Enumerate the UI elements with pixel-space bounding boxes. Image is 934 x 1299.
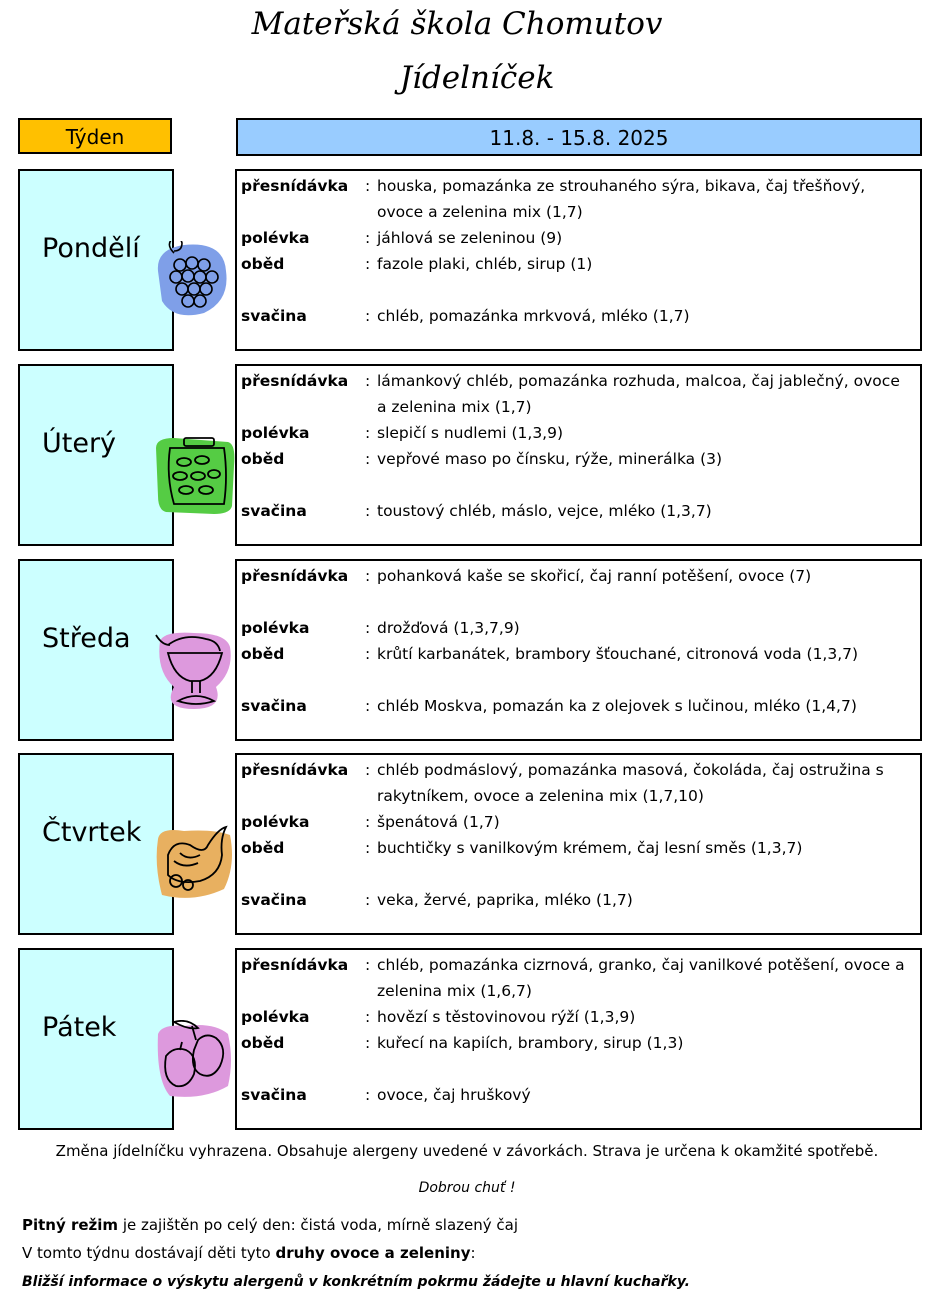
meal-text: drožďová (1,3,7,9) [377, 619, 520, 637]
meal-text: slepičí s nudlemi (1,3,9) [377, 424, 564, 442]
meal-text: houska, pomazánka ze strouhaného sýra, bikava, čaj třešňový, [377, 177, 866, 195]
meal-colon: : [365, 307, 371, 325]
meal-label: svačina [241, 502, 307, 520]
drinking-regime-text: je zajištěn po celý den: čistá voda, mírně slazený čaj [118, 1216, 519, 1234]
day-box [18, 948, 174, 1130]
meal-label: svačina [241, 891, 307, 909]
meal-text: hovězí s těstovinovou rýží (1,3,9) [377, 1008, 636, 1026]
meal-label: polévka [241, 229, 310, 247]
apples-icon [154, 1020, 238, 1100]
meal-colon: : [365, 502, 371, 520]
menu-box [235, 753, 922, 935]
cornucopia-icon [154, 825, 238, 905]
meal-colon: : [365, 956, 371, 974]
meal-colon: : [365, 177, 371, 195]
day-name: Pátek [42, 1012, 117, 1043]
school-title: Mateřská škola Chomutov [251, 6, 663, 42]
day-name: Pondělí [42, 233, 140, 264]
meal-text: kuřecí na kapiích, brambory, sirup (1,3) [377, 1034, 684, 1052]
menu-title: Jídelníček [399, 60, 555, 96]
meal-text: fazole plaki, chléb, sirup (1) [377, 255, 593, 273]
menu-box [235, 364, 922, 546]
meal-label: svačina [241, 307, 307, 325]
day-box [18, 559, 174, 741]
meal-text: veka, žervé, paprika, mléko (1,7) [377, 891, 633, 909]
meal-label: přesnídávka [241, 761, 349, 779]
meal-text: lámankový chléb, pomazánka rozhuda, malcoa, čaj jablečný, ovoce [377, 372, 900, 390]
meal-text-continuation: rakytníkem, ovoce a zelenina mix (1,7,10) [377, 787, 704, 805]
meal-label: oběd [241, 255, 285, 273]
meal-label: polévka [241, 1008, 310, 1026]
meal-text-continuation: zelenina mix (1,6,7) [377, 982, 532, 1000]
meal-colon: : [365, 1086, 371, 1104]
meal-text: chléb Moskva, pomazán ka z olejovek s lučinou, mléko (1,4,7) [377, 697, 857, 715]
meal-label: přesnídávka [241, 567, 349, 585]
drinking-regime [22, 1216, 518, 1234]
day-box [18, 364, 174, 546]
dessert-cup-icon [154, 631, 238, 711]
fruit-note-start: V tomto týdnu dostávají děti tyto [22, 1244, 276, 1262]
meal-colon: : [365, 450, 371, 468]
meal-text: buchtičky s vanilkovým krémem, čaj lesní směs (1,3,7) [377, 839, 803, 857]
menu-box [235, 948, 922, 1130]
footer-notice: Změna jídelníčku vyhrazena. Obsahuje alergeny uvedené v závorkách. Strava je určena k okamžité spotřebě. [55, 1142, 879, 1160]
day-box [18, 753, 174, 935]
day-name: Úterý [42, 428, 117, 459]
menu-box [235, 559, 922, 741]
meal-text: chléb, pomazánka cizrnová, granko, čaj vanilkové potěšení, ovoce a [377, 956, 905, 974]
footer-greeting: Dobrou chuť ! [418, 1180, 516, 1196]
meal-text: jáhlová se zeleninou (9) [377, 229, 563, 247]
meal-colon: : [365, 372, 371, 390]
meal-label: svačina [241, 697, 307, 715]
meal-colon: : [365, 619, 371, 637]
meal-colon: : [365, 1008, 371, 1026]
meal-text: chléb, pomazánka mrkvová, mléko (1,7) [377, 307, 690, 325]
meal-label: svačina [241, 1086, 307, 1104]
meal-text: ovoce, čaj hruškový [377, 1086, 531, 1104]
meal-label: oběd [241, 450, 285, 468]
meal-colon: : [365, 255, 371, 273]
meal-label: polévka [241, 813, 310, 831]
week-label: Týden [18, 118, 172, 154]
meal-colon: : [365, 891, 371, 909]
meal-label: polévka [241, 619, 310, 637]
meal-text: pohanková kaše se skořicí, čaj ranní potěšení, ovoce (7) [377, 567, 812, 585]
meal-label: přesnídávka [241, 956, 349, 974]
meal-colon: : [365, 697, 371, 715]
meal-colon: : [365, 424, 371, 442]
day-name: Středa [42, 623, 131, 654]
jar-icon [154, 436, 238, 516]
meal-colon: : [365, 839, 371, 857]
grapes-icon [154, 241, 238, 321]
meal-text: vepřové maso po čínsku, rýže, minerálka (3) [377, 450, 723, 468]
meal-colon: : [365, 567, 371, 585]
meal-text-continuation: a zelenina mix (1,7) [377, 398, 532, 416]
allergen-info: Bližší informace o výskytu alergenů v konkrétním pokrmu žádejte u hlavní kuchařky. [22, 1274, 690, 1290]
fruit-note-end: : [470, 1244, 476, 1262]
meal-colon: : [365, 229, 371, 247]
meal-label: přesnídávka [241, 372, 349, 390]
fruit-note [22, 1244, 476, 1262]
meal-label: oběd [241, 839, 285, 857]
meal-colon: : [365, 1034, 371, 1052]
meal-colon: : [365, 645, 371, 663]
meal-text-continuation: ovoce a zelenina mix (1,7) [377, 203, 583, 221]
drinking-regime-label: Pitný režim [22, 1216, 119, 1234]
day-name: Čtvrtek [42, 817, 142, 848]
menu-box [235, 169, 922, 351]
meal-label: oběd [241, 645, 285, 663]
meal-label: polévka [241, 424, 310, 442]
meal-text: chléb podmáslový, pomazánka masová, čokoláda, čaj ostružina s [377, 761, 884, 779]
meal-text: krůtí karbanátek, brambory šťouchané, citronová voda (1,3,7) [377, 645, 859, 663]
meal-colon: : [365, 813, 371, 831]
meal-text: špenátová (1,7) [377, 813, 500, 831]
meal-text: toustový chléb, máslo, vejce, mléko (1,3,7) [377, 502, 712, 520]
day-box [18, 169, 174, 351]
meal-colon: : [365, 761, 371, 779]
week-dates: 11.8. - 15.8. 2025 [236, 118, 922, 156]
fruit-note-bold: druhy ovoce a zeleniny [275, 1244, 471, 1262]
meal-label: přesnídávka [241, 177, 349, 195]
meal-label: oběd [241, 1034, 285, 1052]
